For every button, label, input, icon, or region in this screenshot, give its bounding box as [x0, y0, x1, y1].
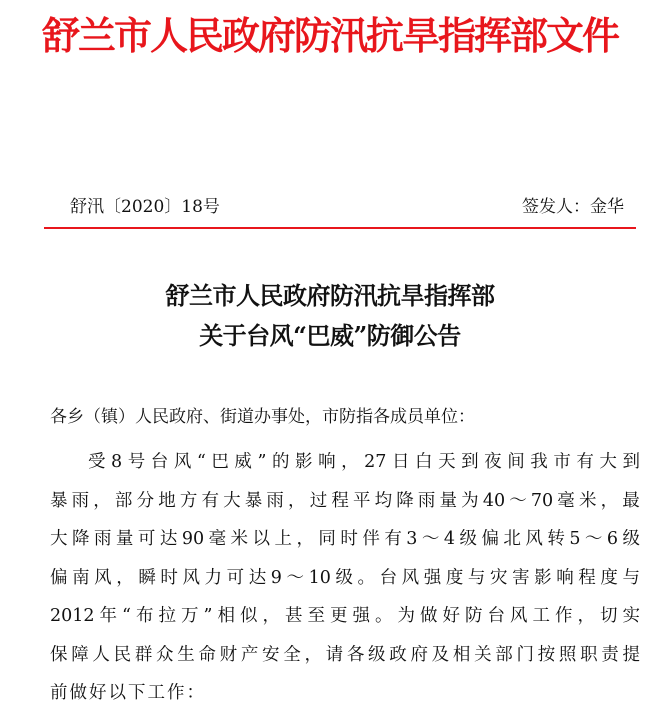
document-title-line-1: 舒兰市人民政府防汛抗旱指挥部: [165, 281, 495, 310]
document-title-line-2: 关于台风“巴威”防御公告: [199, 321, 461, 350]
body-line: 2012 年 “ 布 拉 万 ” 相 似 ， 甚 至 更 强 。 为 做 好 防 台 风 工 作 ， 切 实: [50, 606, 640, 626]
body-line: 受 8 号 台 风 “ 巴 威 ” 的 影 响 ， 27 日 白 天 到 夜 间 我 市 有 大 到: [88, 452, 640, 472]
body-line: 前做好以下工作：: [50, 683, 206, 703]
body-line: 保 障 人 民 群 众 生 命 财 产 安 全 ， 请 各 级 政 府 及 相 关 部 门 按 照 职 责 提: [50, 644, 640, 665]
signer: 签发人：金华: [522, 197, 624, 217]
document-number: 舒汛〔2020〕18号: [70, 197, 220, 217]
body-line: 大 降 雨 量 可 达 90 毫 米 以 上 ， 同 时 伴 有 3 ～ 4 级 偏 北 风 转 5 ～ 6 级: [50, 529, 640, 549]
body-line: 暴 雨 ， 部 分 地 方 有 大 暴 雨 ， 过 程 平 均 降 雨 量 为 40 ～ 70 毫 米 ， 最: [50, 490, 640, 511]
masthead-title: 舒兰市人民政府防汛抗旱指挥部文件: [41, 13, 618, 58]
body-paragraph: [50, 449, 640, 719]
red-divider-line: [44, 227, 636, 229]
body-line: 偏 南 风 ， 瞬 时 风 力 可 达 9 ～ 10 级 。 台 风 强 度 与 灾 害 影 响 程 度 与: [50, 567, 640, 588]
salutation: 各乡（镇）人民政府、街道办事处，市防指各成员单位：: [50, 407, 475, 427]
